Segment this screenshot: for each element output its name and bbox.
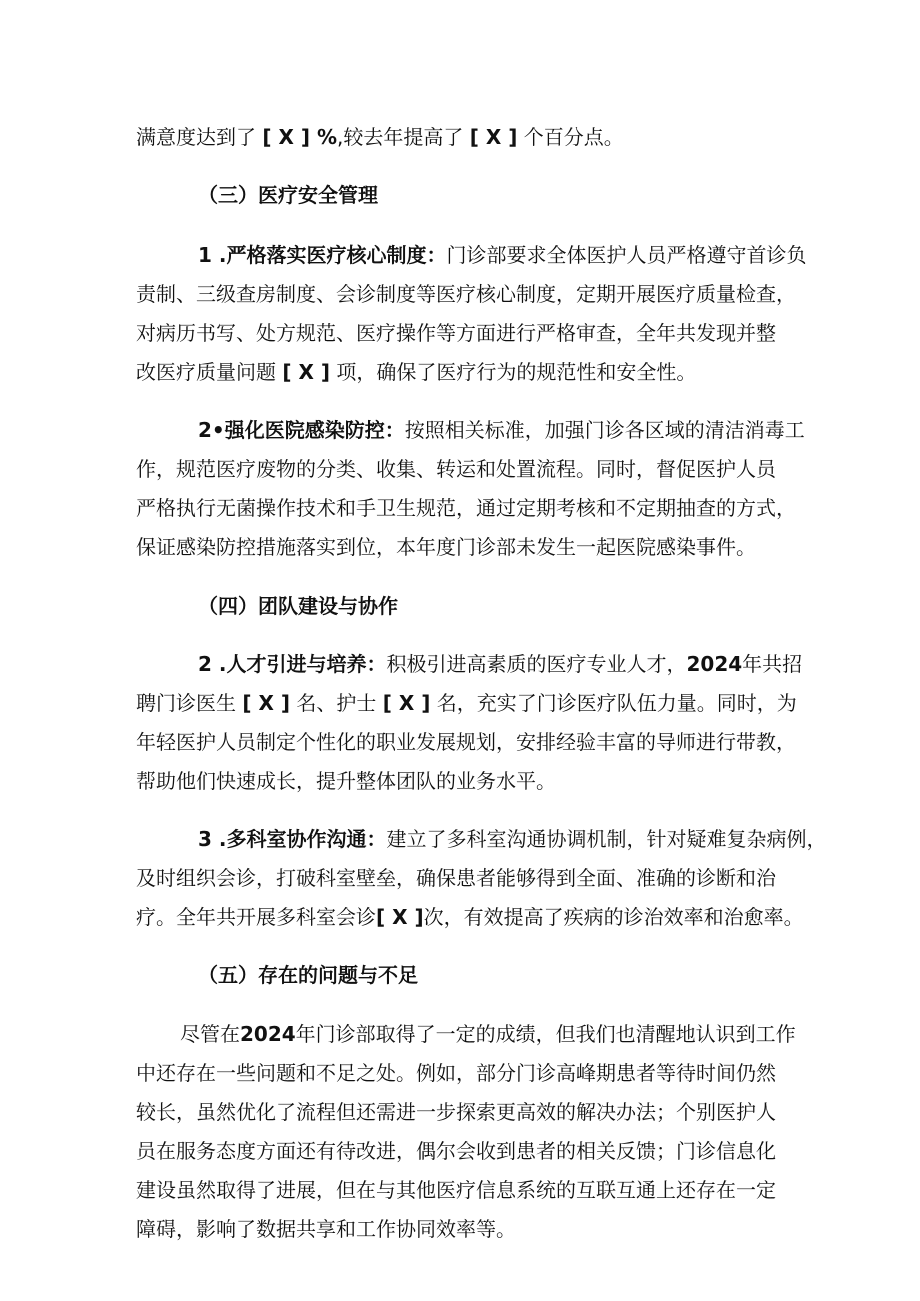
year: 2024	[686, 652, 743, 676]
placeholder-value: [ X ] %	[262, 125, 337, 149]
placeholder-value: [ X ]	[242, 691, 290, 715]
paragraph-line: 较长，虽然优化了流程但还需进一步探索更高效的解决办法；个别医护人	[136, 1100, 776, 1124]
placeholder-value: [ X ]	[469, 125, 518, 149]
paragraph-line	[180, 1017, 796, 1051]
text: 门诊部要求全体医护人员严格遵守首诊负	[446, 243, 807, 267]
paragraph-line: 建设虽然取得了进展，但在与其他医疗信息系统的互联互通上还存在一定	[136, 1178, 776, 1202]
text: 满意度达到了	[136, 125, 263, 149]
paragraph-line: 员在服务态度方面还有待改进，偶尔会收到患者的相关反馈；门诊信息化	[136, 1139, 776, 1163]
paragraph-line: 年轻医护人员制定个性化的职业发展规划，安排经验丰富的导师进行带教，	[136, 730, 796, 754]
placeholder-value: [ X ]	[282, 360, 330, 384]
paragraph-line: 帮助他们快速成长，提升整体团队的业务水平。	[136, 769, 556, 793]
paragraph-line	[136, 900, 804, 934]
text: 疗。全年共开展多科室会诊	[136, 905, 376, 929]
text: 按照相关标准，加强门诊各区域的清洁消毒工	[404, 418, 805, 442]
paragraph-line	[198, 822, 826, 856]
paragraph-line: 中还存在一些问题和不足之处。例如，部分门诊高峰期患者等待时间仍然	[136, 1061, 776, 1085]
paragraph-line	[136, 686, 797, 720]
paragraph-line: 作，规范医疗废物的分类、收集、转运和处置流程。同时，督促医护人员	[136, 457, 776, 481]
paragraph-line: 及时组织会诊，打破科室壁垒，确保患者能够得到全面、准确的诊断和治	[136, 866, 776, 890]
paragraph-line	[136, 355, 696, 389]
text: 名，充实了门诊医疗队伍力量。同时，为	[430, 691, 797, 715]
text: 改医疗质量问题	[136, 360, 283, 384]
text: 项，确保了医疗行为的规范性和安全性。	[330, 360, 697, 384]
text: 年门诊部取得了一定的成绩，但我们也清醒地认识到工作	[295, 1022, 796, 1046]
text: 次，有效提高了疾病的诊治效率和治愈率。	[423, 905, 804, 929]
placeholder-value: [ X ]	[376, 905, 424, 929]
paragraph-line	[198, 647, 802, 681]
year: 2024	[240, 1022, 296, 1046]
paragraph-line: 对病历书写、处方规范、医疗操作等方面进行严格审查，全年共发现并整	[136, 321, 776, 345]
text: 个百分点。	[517, 125, 624, 149]
section-heading-5: （五）存在的问题与不足	[198, 963, 418, 987]
paragraph-line: 严格执行无菌操作技术和手卫生规范，通过定期考核和不定期抽查的方式，	[136, 496, 796, 520]
paragraph-line	[136, 120, 624, 154]
text: 建立了多科室沟通协调机制，针对疑难复杂病例，	[386, 827, 827, 851]
paragraph-lead: 2•强化医院感染防控：	[198, 418, 405, 442]
paragraph-lead: 3 .多科室协作沟通：	[198, 827, 387, 851]
section-heading-3: （三）医疗安全管理	[198, 183, 378, 207]
paragraph-line	[198, 238, 806, 272]
paragraph-line	[198, 413, 805, 447]
text: 年共招	[742, 652, 803, 676]
paragraph-line: 责制、三级查房制度、会诊制度等医疗核心制度，定期开展医疗质量检查，	[136, 282, 796, 306]
paragraph-lead: 1 .严格落实医疗核心制度：	[198, 243, 447, 267]
paragraph-line: 障碍，影响了数据共享和工作协同效率等。	[136, 1217, 516, 1241]
placeholder-value: [ X ]	[382, 691, 431, 715]
paragraph-lead: 2 .人才引进与培养：	[198, 652, 387, 676]
text: 名、护士	[290, 691, 383, 715]
section-heading-4: （四）团队建设与协作	[198, 594, 398, 618]
text: 积极引进高素质的医疗专业人才，	[386, 652, 687, 676]
text: 聘门诊医生	[136, 691, 243, 715]
text: 尽管在	[180, 1022, 240, 1046]
text: ,较去年提高了	[337, 125, 470, 149]
paragraph-line: 保证感染防控措施落实到位，本年度门诊部未发生一起医院感染事件。	[136, 535, 756, 559]
